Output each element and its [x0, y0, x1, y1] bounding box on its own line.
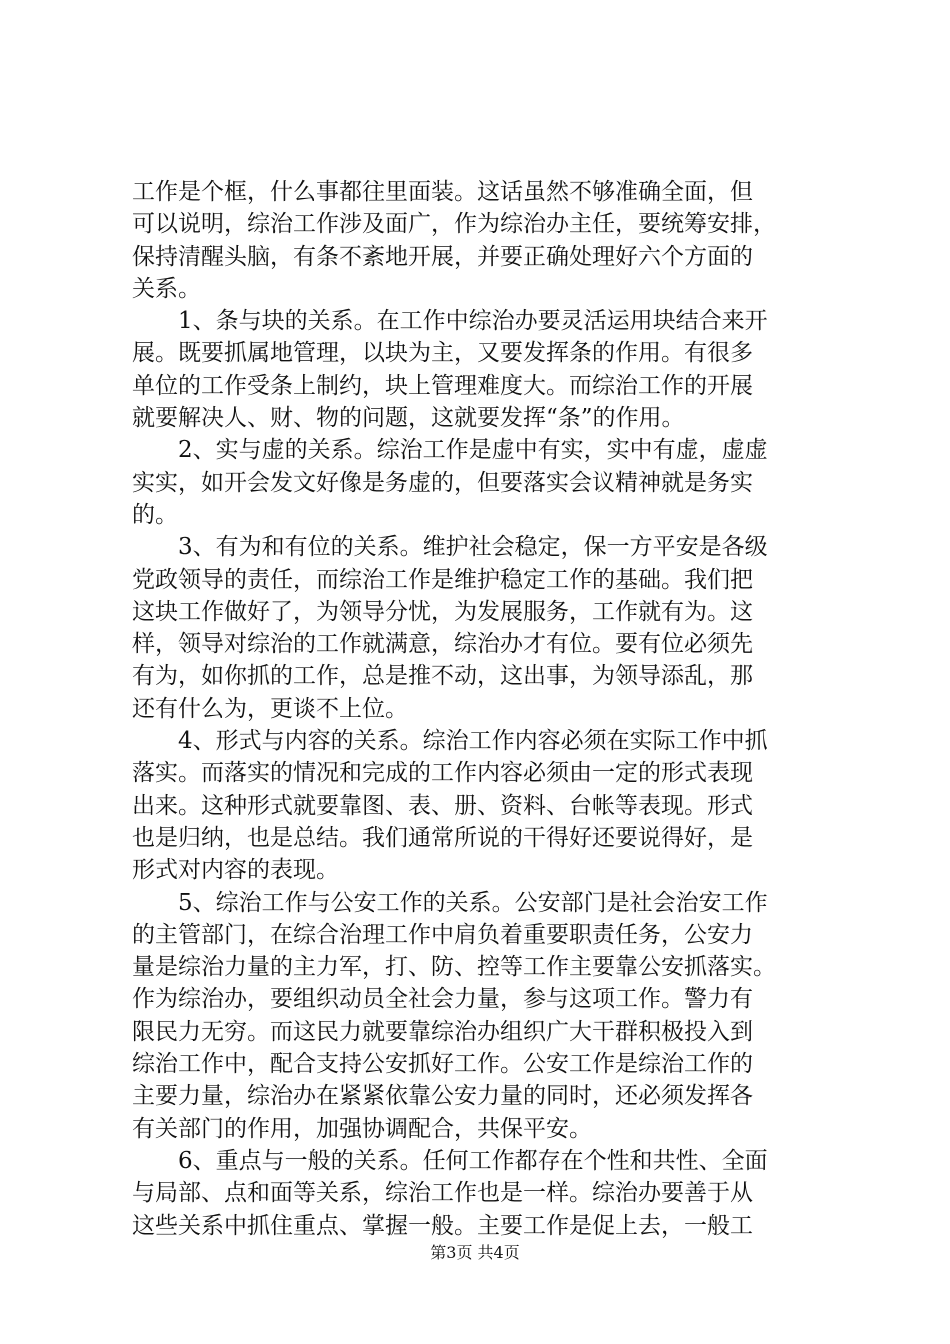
text-line: 展。既要抓属地管理，以块为主，又要发挥条的作用。有很多: [132, 340, 753, 367]
paragraph: [132, 1145, 832, 1242]
text-line: 党政领导的责任，而综治工作是维护稳定工作的基础。我们把: [132, 566, 753, 593]
text-line: 有为，如你抓的工作，总是推不动，这出事，为领导添乱，那: [132, 663, 753, 690]
paragraph: [132, 176, 832, 305]
text-line: 主要力量，综治办在紧紧依靠公安力量的同时，还必须发挥各: [132, 1083, 753, 1110]
text-line: 也是归纳，也是总结。我们通常所说的干得好还要说得好，是: [132, 824, 753, 851]
text-line: 综治工作中，配合支持公安抓好工作。公安工作是综治工作的: [132, 1051, 753, 1078]
text-line: 这块工作做好了，为领导分忧，为发展服务，工作就有为。这: [132, 598, 753, 625]
text-line: 样，领导对综治的工作就满意，综治办才有位。要有位必须先: [132, 631, 753, 658]
text-line: 与局部、点和面等关系，综治工作也是一样。综治办要善于从: [132, 1180, 753, 1207]
paragraph: [132, 434, 832, 531]
text-line: 可以说明，综治工作涉及面广，作为综治办主任，要统筹安排，: [132, 211, 776, 238]
text-line: 有关部门的作用，加强协调配合，共保平安。: [132, 1115, 592, 1142]
text-line: 5、综治工作与公安工作的关系。公安部门是社会治安工作: [178, 889, 768, 916]
paragraph: [132, 887, 832, 1145]
text-line: 量是综治力量的主力军，打、防、控等工作主要靠公安抓落实。: [132, 954, 776, 981]
text-line: 形式对内容的表现。: [132, 857, 339, 884]
document-body: [132, 176, 832, 1242]
text-line: 限民力无穷。而这民力就要靠综治办组织广大干群积极投入到: [132, 1018, 753, 1045]
text-line: 实实，如开会发文好像是务虚的，但要落实会议精神就是务实: [132, 469, 753, 496]
text-line: 这些关系中抓住重点、掌握一般。主要工作是促上去，一般工: [132, 1212, 753, 1239]
text-line: 工作是个框，什么事都往里面装。这话虽然不够准确全面，但: [132, 179, 753, 205]
paragraph: [132, 725, 832, 886]
paragraph: [132, 305, 832, 434]
text-line: 6、重点与一般的关系。任何工作都存在个性和共性、全面: [178, 1147, 768, 1174]
text-line: 4、形式与内容的关系。综治工作内容必须在实际工作中抓: [178, 728, 768, 755]
text-line: 关系。: [132, 275, 201, 302]
paragraph: [132, 531, 832, 725]
text-line: 3、有为和有位的关系。维护社会稳定，保一方平安是各级: [178, 534, 768, 561]
text-line: 出来。这种形式就要靠图、表、册、资料、台帐等表现。形式: [132, 792, 753, 819]
text-line: 保持清醒头脑，有条不紊地开展，并要正确处理好六个方面的: [132, 243, 753, 270]
page-footer: 第3页 共4页: [430, 1243, 520, 1262]
text-line: 还有什么为，更谈不上位。: [132, 695, 408, 722]
text-line: 作为综治办，要组织动员全社会力量，参与这项工作。警力有: [132, 986, 753, 1013]
text-line: 落实。而落实的情况和完成的工作内容必须由一定的形式表现: [132, 760, 753, 787]
text-line: 单位的工作受条上制约，块上管理难度大。而综治工作的开展: [132, 372, 753, 399]
text-line: 2、实与虚的关系。综治工作是虚中有实，实中有虚，虚虚: [178, 437, 768, 464]
text-line: 的。: [132, 501, 178, 528]
text-line: 的主管部门，在综合治理工作中肩负着重要职责任务，公安力: [132, 921, 753, 948]
text-line: 就要解决人、财、物的问题，这就要发挥“条”的作用。: [132, 405, 685, 432]
text-line: 1、条与块的关系。在工作中综治办要灵活运用块结合来开: [178, 308, 768, 335]
